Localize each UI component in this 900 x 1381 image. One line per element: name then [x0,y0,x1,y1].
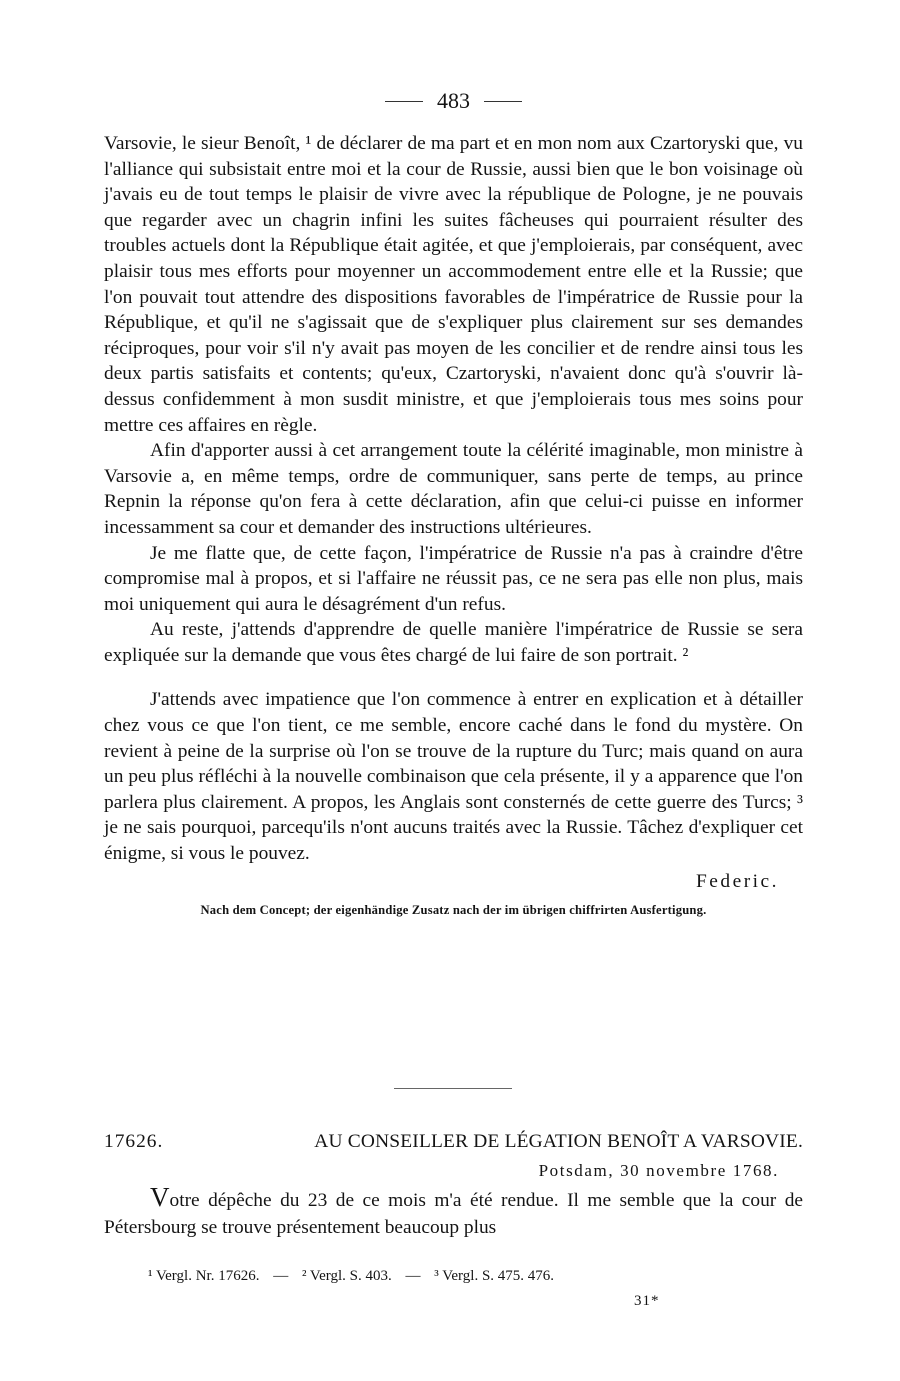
signature: Federic. [696,870,779,892]
page-header [104,86,803,116]
footnote-dash-1: — [273,1268,289,1284]
letter-heading [104,1131,803,1153]
header-rule-left [385,101,423,102]
main-text [104,131,803,924]
header-rule-right [484,101,522,102]
footnote-dash-2: — [405,1268,421,1284]
letter-text: otre dépêche du 23 de ce mois m'a été rendue. Il me semble que la cour de Pétersbourg se trouve présentement beaucoup plus [104,1190,803,1238]
sheet-signature: 31* [634,1293,660,1309]
letter-paragraph [104,1182,803,1241]
footnote-3: ³ Vergl. S. 475. 476. [434,1268,555,1284]
letter-dateline: Potsdam, 30 novembre 1768. [538,1161,779,1180]
paragraph-5-autograph-addition: J'attends avec impatience que l'on commence à entrer en explication et à détailler chez vous ce que l'on tient, ce me semble, encore caché dans le fond du mystère. On revient à peine de la surprise où l'on se trouve de la rupture du Turc; mais quand on aura un peu plus réfléchi à la nouvelle combinaison que cela présente, il y a apparence que l'on parlera plus clairement. A propos, les Anglais sont consternés de cette guerre des Turcs; ³ je ne sais pourquoi, parcequ'ils n'ont aucuns traités avec la Russie. Tâchez d'expliquer cet énigme, si vous le pouvez. [104,689,803,865]
source-note: Nach dem Concept; der eigenhändige Zusatz nach der im übrigen chiffrirten Ausfertigung. [200,903,707,918]
page-number: 483 [437,88,470,113]
letter-body [104,1182,803,1241]
letter-title: AU CONSEILLER DE LÉGATION BENOÎT A VARSOVIE. [314,1131,803,1152]
footnote-1: ¹ Vergl. Nr. 17626. [148,1268,260,1284]
drop-cap: V [150,1182,170,1212]
paragraph-3: Je me flatte que, de cette façon, l'impératrice de Russie n'a pas à craindre d'être compromise mal à propos, et si l'affaire ne réussit pas, ce ne sera pas elle non plus, mais moi uniquement qui aura le désagrément d'un refus. [104,542,803,615]
paragraph-1: Varsovie, le sieur Benoît, ¹ de déclarer de ma part et en mon nom aux Czartoryski que, vu l'alliance qui subsistait entre moi et la cour de Russie, aussi bien que le bon voisinage où j'avais eu de tout temps le plaisir de vivre avec la république de Pologne, je ne pouvais que regarder avec un chagrin infini les suites fâcheuses qui pourraient résulter des troubles actuels dont la République était agitée, et que j'emploierais, par conséquent, avec plaisir tous mes efforts pour moyenner un accommodement entre elle et la Russie; que l'on pouvait tout attendre des dispositions favorables de l'impératrice de Russie pour la République, et qu'il ne s'agissait que de s'expliquer plus clairement sur ses demandes réciproques, pour voir s'il n'y avait pas moyen de les concilier et de rendre ainsi tous les deux partis satisfaits et contents; qu'eux, Czartoryski, n'avaient donc qu'à s'ouvrir là-dessus confidemment à mon susdit ministre, et que j'emploierais tous mes soins pour mettre ces affaires en règle. [104,133,803,436]
section-separator [394,1088,512,1089]
paragraph-4: Au reste, j'attends d'apprendre de quelle manière l'impératrice de Russie se sera expliquée sur la demande que vous êtes chargé de lui faire de son portrait. ² [104,619,803,666]
letter-number: 17626. [104,1131,164,1152]
footnote-2: ² Vergl. S. 403. [301,1268,392,1284]
paragraph-2: Afin d'apporter aussi à cet arrangement toute la célérité imaginable, mon ministre à Varsovie a, en même temps, ordre de communiquer, sans perte de temps, au prince Repnin la réponse qu'on fera à cette déclaration, afin que celui-ci puisse en informer incessamment sa cour et demander des instructions ultérieures. [104,440,803,538]
footnotes [148,1268,554,1285]
